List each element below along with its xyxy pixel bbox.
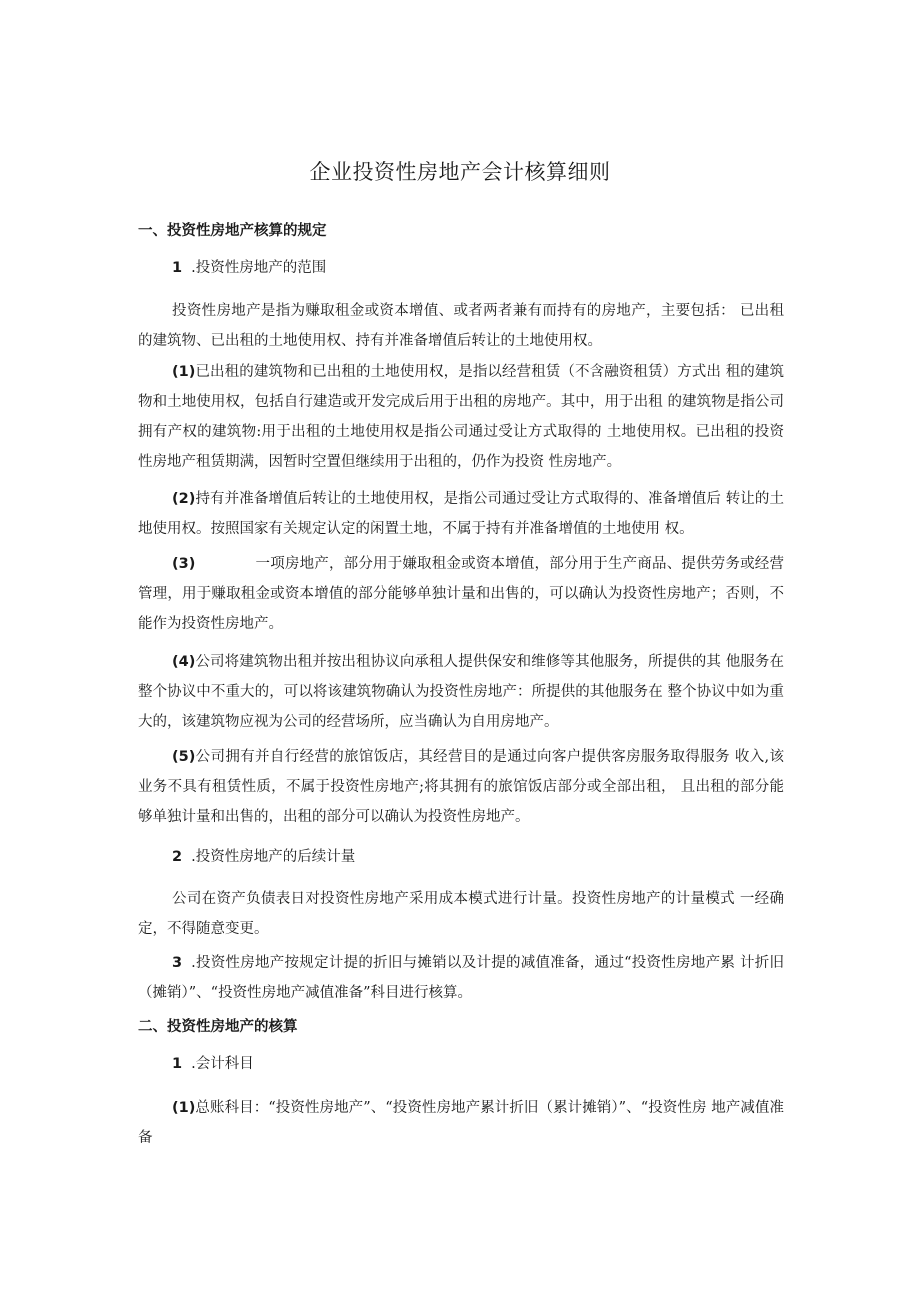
- list-item-number: (5): [172, 749, 196, 765]
- list-item-number: (2): [172, 491, 196, 507]
- list-item-2: [138, 484, 784, 544]
- list-item-4: [138, 647, 784, 737]
- list-item-number: (4): [172, 654, 196, 670]
- paragraph-subsequent-measurement: 公司在资产负债表日对投资性房地产采用成本模式进行计量。投资性房地产的计量模式 一经确定，不得随意变更。: [138, 891, 784, 937]
- subsection-number: 3: [172, 955, 183, 971]
- subsection-text: .投资性房地产按规定计提的折旧与摊销以及计提的减值准备，通过“投资性房地产累 计折旧（摊销）”、“投资性房地产减值准备”科目进行核算。: [138, 955, 784, 1001]
- subsection-number: 1: [172, 1056, 183, 1072]
- list-item-text: 总账科目：“投资性房地产”、“投资性房地产累计折旧（累计摊销）”、“投资性房 地产减值准备: [138, 1100, 784, 1146]
- list-item-text: 一项房地产，部分用于嫌取租金或资本增值，部分用于生产商品、提供劳务或经营 管理，用于赚取租金或资本增值的部分能够单独计量和出售的，可以确认为投资性房地产；否则，不能作为投资性房地产。: [138, 556, 784, 632]
- list-item-text: 公司拥有并自行经营的旅馆饭店，其经营目的是通过向客户提供客房服务取得服务 收入,该业务不具有租赁性质，不属于投资性房地产;将其拥有的旅馆饭店部分或全部出租， 且出租的部分能够单独计量和出售的，出租的部分可以确认为投资性房地产。: [138, 749, 784, 825]
- list-item-accounts: [138, 1093, 784, 1153]
- subsection-2-1-heading: [138, 1049, 818, 1079]
- list-item-text: 已出租的建筑物和已出租的土地使用权，是指以经营租赁（不含融资租赁）方式出 租的建筑物和土地使用权，包括自行建造或开发完成后用于出租的房地产。其中，用于出租 的建筑物是指公司拥有产权的建筑物:用于出租的土地使用权是指公司通过受让方式取得的 土地使用权。已出租的投资性房地产租赁期满，因暂时空置但继续用于出租的，仍作为投资 性房地产。: [138, 364, 784, 470]
- subsection-1-1-heading: [138, 253, 818, 283]
- list-item-1: [138, 357, 784, 477]
- list-item-5: [138, 742, 784, 832]
- subsection-title: .投资性房地产的后续计量: [191, 849, 356, 865]
- subsection-title: .投资性房地产的范围: [191, 260, 327, 276]
- paragraph-scope-intro: 投资性房地产是指为赚取租金或资本增值、或者两者兼有而持有的房地产，主要包括： 已出租的建筑物、已出租的土地使用权、持有并准备增值后转让的土地使用权。: [138, 303, 784, 349]
- list-item-number: (3): [172, 556, 196, 572]
- document-title: 企业投资性房地产会计核算细则: [309, 160, 611, 184]
- subsection-1-3-paragraph: [138, 948, 784, 1008]
- subsection-title: .会计科目: [191, 1056, 254, 1072]
- list-item-number: (1): [172, 364, 196, 380]
- list-item-number: (1): [172, 1100, 196, 1116]
- subsection-1-2-heading: [138, 842, 818, 872]
- subsection-number: 2: [172, 849, 183, 865]
- list-item-text: 持有并准备增值后转让的土地使用权，是指公司通过受让方式取得的、准备增值后 转让的土地使用权。按照国家有关规定认定的闲置土地，不属于持有并准备增值的土地使用 权。: [138, 491, 784, 537]
- subsection-number: 1: [172, 260, 183, 276]
- list-item-text: 公司将建筑物出租并按出租协议向承租人提供保安和维修等其他服务，所提供的其 他服务在整个协议中不重大的，可以将该建筑物确认为投资性房地产：所提供的其他服务在 整个协议中如为重大的，该建筑物应视为公司的经营场所，应当确认为自用房地产。: [138, 654, 784, 730]
- section-2-heading: 二、投资性房地产的核算: [138, 1019, 298, 1035]
- list-item-3: [138, 549, 784, 639]
- section-1-heading: 一、投资性房地产核算的规定: [138, 223, 327, 239]
